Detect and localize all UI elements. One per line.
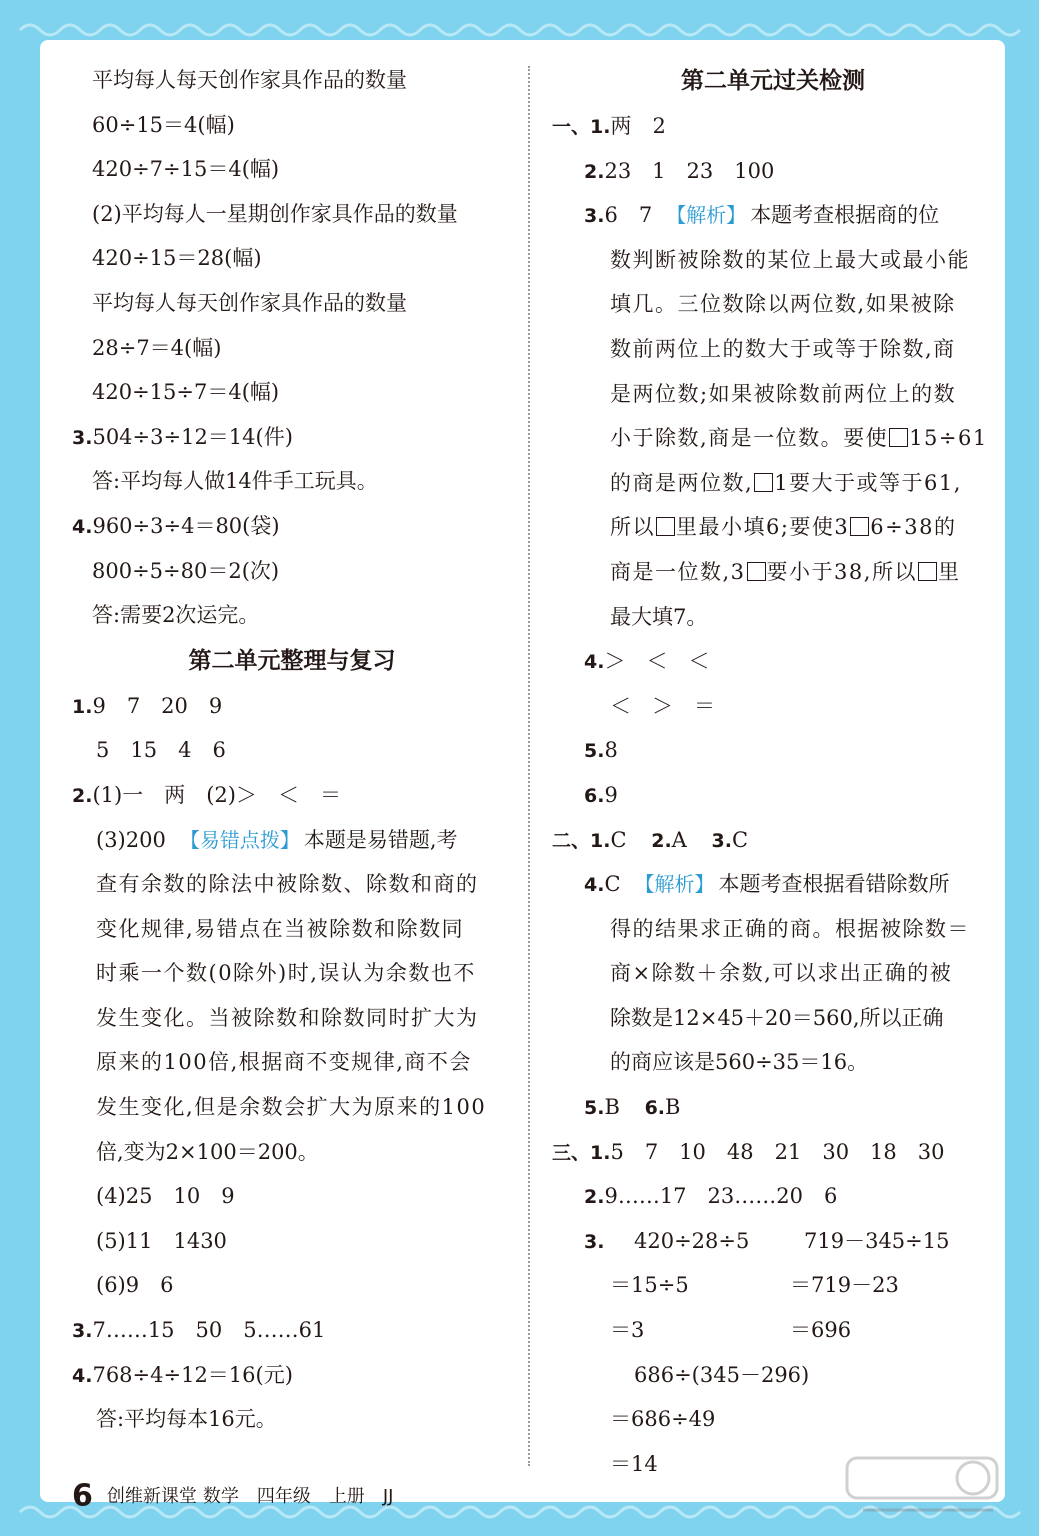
explanation-line [548, 461, 998, 506]
question-number: 2. [72, 784, 93, 807]
question-text: 960÷3÷4＝80(袋) [92, 513, 280, 538]
question-number: 二、1. [552, 829, 611, 852]
question-number: 3. [72, 1320, 93, 1343]
text-line: 平均每人每天创作家具作品的数量 [92, 290, 407, 315]
text-line: 28÷7＝4(幅) [92, 335, 222, 360]
review-4 [72, 1353, 512, 1398]
explanation-line: 最大填7。 [610, 604, 708, 629]
text-line: 420÷7÷15＝4(幅) [92, 157, 280, 182]
answer-line: 答:平均每本16元。 [96, 1407, 277, 1432]
explanation-tag: 【解析】 [634, 872, 715, 897]
calc-line: ＝686÷49 [610, 1407, 716, 1432]
question-text: 9 7 20 9 [92, 693, 223, 718]
explanation-tag: 【解析】 [666, 203, 747, 228]
text-line: ＜ ＞ ＝ [610, 693, 715, 718]
question-text: B [604, 1095, 620, 1120]
question-text: 8 [604, 738, 618, 763]
series-name: 创维新课堂 [106, 1485, 197, 1507]
explanation-line [548, 550, 998, 595]
answer-text: (3)200 [96, 827, 166, 852]
explanation-text: 6÷38的 [870, 515, 957, 540]
question-3 [72, 415, 512, 460]
explanation-tag: 【易错点拨】 [179, 827, 300, 852]
question-text: (1)一 两 (2)＞ ＜ ＝ [92, 782, 341, 807]
test-2-row [548, 818, 998, 863]
explanation-line: 倍,变为2×100＝200。 [96, 1139, 319, 1164]
section-heading: 第二单元整理与复习 [188, 647, 396, 674]
explanation-line: 变化规律,易错点在当被除数和除数同 [96, 916, 465, 941]
question-number: 4. [72, 515, 93, 538]
column-divider [528, 66, 530, 1466]
text-line: (4)25 10 9 [96, 1184, 235, 1209]
test-3-2 [548, 1174, 998, 1219]
explanation-line: 查有余数的除法中被除数、除数和商的 [96, 872, 479, 897]
test-3-1 [548, 1130, 998, 1175]
calc-line: 420÷28÷5 [634, 1228, 750, 1253]
explanation-line [548, 505, 998, 550]
question-text: ＞ ＜ ＜ [604, 649, 710, 674]
calc-line: 686÷(345－296) [634, 1362, 810, 1387]
explanation-text: 本题考查根据看错除数所 [718, 872, 950, 897]
question-text: 两 2 [610, 114, 666, 138]
calc-line: ＝719－23 [790, 1273, 899, 1298]
calc-line: ＝15÷5 [610, 1273, 689, 1298]
explanation-text: 所以 [610, 515, 655, 540]
explanation-text: 1要大于或等于61, [774, 470, 962, 495]
test-1-3 [548, 193, 998, 238]
question-number: 6. [644, 1097, 666, 1120]
explanation-text: 本题考查根据商的位 [750, 203, 940, 228]
explanation-line: 除数是12×45＋20＝560,所以正确 [610, 1005, 944, 1030]
explanation-line: 填几。三位数除以两位数,如果被除 [610, 292, 956, 317]
question-number: 一、1. [552, 116, 611, 138]
text-line: 420÷15＝28(幅) [92, 246, 262, 271]
test-1-6 [548, 773, 998, 818]
explanation-line: 的商应该是560÷35＝16。 [610, 1050, 869, 1075]
left-column [72, 58, 512, 1442]
question-number: 三、1. [552, 1141, 611, 1164]
text-line: 800÷5÷80＝2(次) [92, 558, 280, 583]
calc-row [548, 1308, 998, 1353]
question-text: B [665, 1095, 681, 1120]
text-line: (6)9 6 [96, 1273, 174, 1298]
text-line: 5 15 4 6 [96, 738, 226, 763]
test-1-5 [548, 728, 998, 773]
section-heading: 第二单元过关检测 [681, 68, 865, 94]
blank-box-icon [656, 517, 675, 536]
text-line: (5)11 1430 [96, 1228, 227, 1253]
question-number: 6. [584, 784, 605, 807]
test-1-2 [548, 149, 998, 194]
question-text: 5 7 10 48 21 30 18 30 [610, 1139, 945, 1164]
question-number: 4. [584, 874, 605, 897]
text-line: 420÷15÷7＝4(幅) [92, 380, 280, 405]
explanation-text: 小于除数,商是一位数。要使 [610, 426, 889, 451]
calc-line: ＝14 [610, 1451, 658, 1476]
calc-row [548, 1263, 998, 1308]
explanation-text: 15÷61 [909, 426, 988, 451]
question-number: 3. [711, 829, 732, 852]
review-1 [72, 684, 512, 729]
explanation-text: 里最小填6;要使3 [676, 515, 850, 540]
blank-box-icon [754, 473, 773, 492]
calc-line: 719－345÷15 [804, 1228, 950, 1253]
test-1-1 [548, 104, 998, 149]
explanation-line: 数前两位上的数大于或等于除数,商 [610, 336, 956, 361]
explanation-text: 商是一位数,3 [610, 559, 746, 584]
answer-text: 6 7 [604, 203, 653, 228]
question-number: 2. [651, 829, 672, 852]
explanation-line: 发生变化,但是余数会扩大为原来的100 [96, 1095, 487, 1120]
review-2 [72, 773, 512, 818]
question-number: 4. [72, 1364, 93, 1387]
blank-box-icon [889, 428, 908, 447]
question-text: C [731, 827, 749, 852]
right-column [548, 58, 998, 1486]
question-text: 9……17 23……20 6 [604, 1184, 838, 1209]
question-number: 2. [584, 1186, 605, 1209]
blank-box-icon [918, 562, 937, 581]
explanation-line [72, 818, 512, 863]
explanation-line: 时乘一个数(0除外)时,误认为余数也不 [96, 961, 476, 986]
explanation-text: 里 [937, 559, 961, 584]
question-text: 9 [604, 782, 618, 807]
test-1-4 [548, 639, 998, 684]
page-number: 6 [72, 1478, 93, 1514]
explanation-line: 商×除数＋余数,可以求出正确的被 [610, 961, 953, 986]
question-number: 5. [584, 740, 605, 763]
explanation-text: 本题是易错题,考 [303, 827, 458, 852]
answer-text: C [604, 872, 621, 897]
question-number: 4. [584, 651, 605, 674]
question-text: 7……15 50 5……61 [92, 1318, 326, 1343]
question-text: 23 1 23 100 [604, 158, 775, 183]
text-line: 60÷15＝4(幅) [92, 112, 235, 137]
text-line: 平均每人每天创作家具作品的数量 [92, 68, 407, 92]
test-2-5-6 [548, 1085, 998, 1130]
text-line: (2)平均每人一星期创作家具作品的数量 [92, 201, 458, 226]
question-number: 3. [584, 205, 605, 228]
page-footer [72, 1476, 394, 1516]
blank-box-icon [850, 517, 869, 536]
explanation-line: 发生变化。当被除数和除数同时扩大为 [96, 1005, 479, 1030]
explanation-line: 是两位数;如果被除数前两位上的数 [610, 381, 957, 406]
book-info: 数学 四年级 上册 JJ [202, 1485, 394, 1507]
question-number: 3. [72, 426, 93, 449]
answer-line: 答:需要2次运完。 [92, 603, 260, 628]
question-number: 2. [584, 160, 605, 183]
review-3 [72, 1308, 512, 1353]
explanation-line: 得的结果求正确的商。根据被除数＝ [610, 916, 970, 941]
explanation-line: 数判断被除数的某位上最大或最小能 [610, 247, 970, 272]
explanation-line: 原来的100倍,根据商不变规律,商不会 [96, 1050, 472, 1075]
calc-line: ＝3 [610, 1318, 645, 1343]
explanation-line [548, 416, 998, 461]
question-number: 1. [72, 695, 93, 718]
question-text: A [671, 827, 687, 852]
question-text: 504÷3÷12＝14(件) [92, 424, 293, 449]
question-text: 768÷4÷12＝16(元) [92, 1362, 293, 1387]
calc-line: ＝696 [790, 1318, 852, 1343]
question-number: 3. [584, 1230, 605, 1253]
test-3-3 [548, 1219, 998, 1264]
explanation-text: 的商是两位数, [610, 470, 754, 495]
question-text: C [610, 827, 627, 852]
answer-line: 答:平均每人做14件手工玩具。 [92, 469, 378, 494]
question-4 [72, 504, 512, 549]
watermark-logo-icon [843, 1452, 1003, 1522]
test-2-4 [548, 862, 998, 907]
question-number: 5. [584, 1097, 605, 1120]
explanation-text: 要小于38,所以 [766, 559, 917, 584]
blank-box-icon [747, 562, 766, 581]
